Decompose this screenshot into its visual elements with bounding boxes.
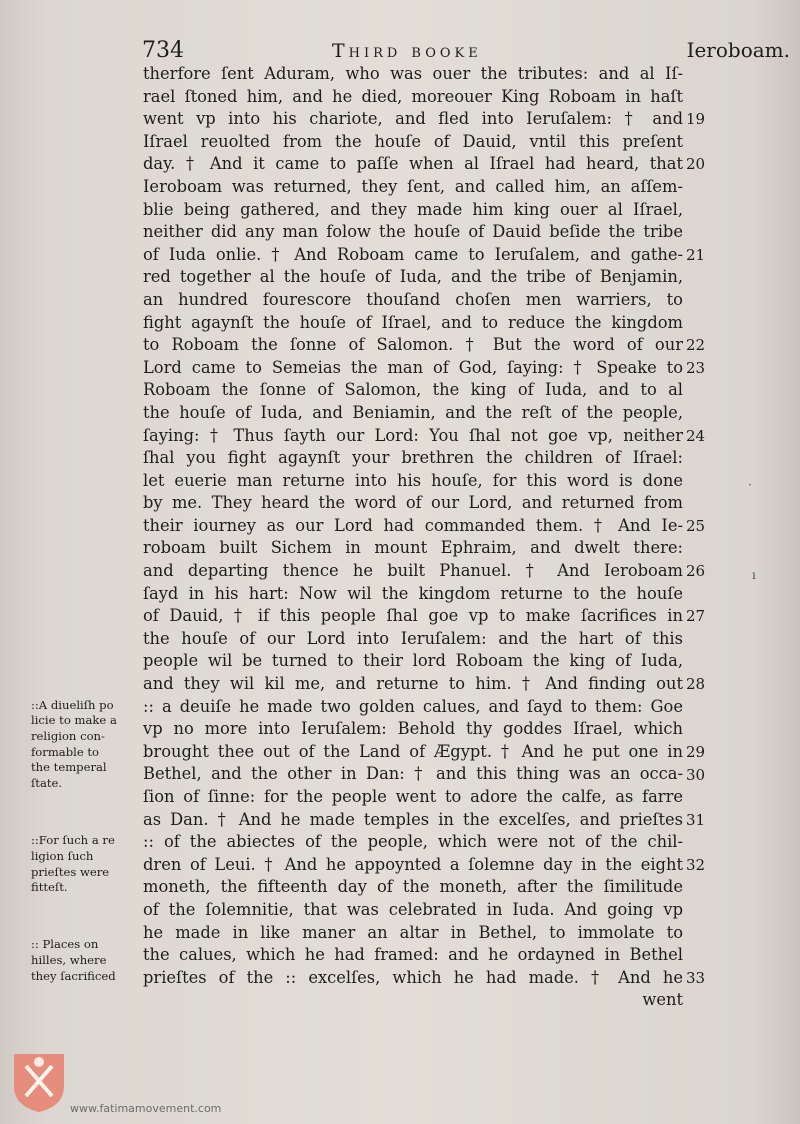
text-line: ſhal you fight agaynſt your brethren the children of Iſrael: <box>143 448 683 468</box>
margin-note-line: hilles, where <box>31 952 107 967</box>
text-line: dren of Leui. † And he appoynted a ſolemne day in the eight <box>143 854 683 874</box>
text-line: their iourney as our Lord had commanded them. † And Ie- <box>143 515 683 535</box>
margin-note-line: ſtate. <box>31 775 63 790</box>
text-line: Iſrael reuolted from the houſe of Dauid, vntil this preſent <box>143 131 683 151</box>
text-line: day. † And it came to paſſe when al Iſrael had heard, that <box>143 154 683 174</box>
text-line: by me. They heard the word of our Lord, and returned from <box>143 493 683 513</box>
margin-note-line: ::For ſuch a re <box>31 833 115 848</box>
verse-number: 23 <box>686 358 706 377</box>
text-line: blie being gathered, and they made him king ouer al Iſrael, <box>143 199 683 219</box>
papal-keys-shield-icon <box>12 1052 66 1114</box>
text-line: roboam built Sichem in mount Ephraim, and dwelt there: <box>143 538 683 558</box>
verse-number: 33 <box>686 969 706 987</box>
text-line: Roboam the ſonne of Salomon, the king of Iuda, and to al <box>143 380 683 400</box>
verse-number: 22 <box>686 336 706 355</box>
margin-note-line: the temperal <box>31 760 107 775</box>
verse-number: 25 <box>686 517 706 535</box>
margin-note-line: ligion ſuch <box>31 848 94 863</box>
text-line: red together al the houſe of Iuda, and the tribe of Benjamin, <box>143 267 683 287</box>
margin-note <box>31 833 141 895</box>
text-line: ſayd in his hart: Now wil the kingdom returne to the houſe <box>143 583 683 603</box>
margin-note-line: formable to <box>31 744 100 759</box>
text-line: the houſe of Iuda, and Beniamin, and the reſt of the people, <box>143 402 683 422</box>
margin-note-line: ::A diueliſh po <box>31 697 114 712</box>
text-line: went <box>642 990 683 1010</box>
text-line: prieſtes of the :: excelſes, which he had made. † And he <box>143 967 683 987</box>
text-line: moneth, the fifteenth day of the moneth, after the ſimilitude <box>143 877 683 897</box>
verse-number: 24 <box>686 426 706 445</box>
website-url[interactable]: www.fatimamovement.com <box>70 1102 222 1115</box>
verse-number: 19 <box>686 110 706 129</box>
text-line: Lord came to Semeias the man of God, ſaying: † Speake to <box>143 357 683 377</box>
verse-number: 21 <box>686 245 706 264</box>
margin-note-line: religion con- <box>31 728 105 743</box>
text-line: the calues, which he had framed: and he ordayned in Bethel <box>143 945 683 965</box>
text-line: vp no more into Ieruſalem: Behold thy goddes Iſrael, which <box>143 719 683 739</box>
text-line: :: of the abiectes of the people, which were not of the chil- <box>143 832 683 852</box>
margin-note-line: they ſacrificed <box>31 968 116 983</box>
text-line: of Dauid, † if this people ſhal goe vp to make ſacrifices in <box>143 606 683 626</box>
text-line: ſaying: † Thus ſayth our Lord: You ſhal not goe vp, neither <box>143 425 683 445</box>
margin-mark: ı <box>752 568 756 582</box>
margin-note-line: licie to make a <box>31 713 117 728</box>
text-line: as Dan. † And he made temples in the excelſes, and prieſtes <box>143 809 683 829</box>
running-head: Third booke <box>332 40 482 62</box>
text-line: Ieroboam was returned, they ſent, and called him, an aſſem- <box>143 176 683 196</box>
text-line: of the ſolemnitie, that was celebrated in Iuda. And going vp <box>143 899 683 919</box>
text-line: an hundred fourescore thouſand choſen men warriers, to <box>143 289 683 309</box>
verse-number: 30 <box>686 765 706 784</box>
verse-number: 31 <box>686 810 706 829</box>
text-line: went vp into his chariote, and fled into Ieruſalem: † and <box>143 109 683 129</box>
body-text <box>143 63 683 1012</box>
verse-number: 28 <box>686 675 706 694</box>
verse-number: 20 <box>686 155 706 174</box>
margin-note-line: prieſtes were <box>31 864 110 879</box>
verse-number: 32 <box>686 856 706 874</box>
text-line: he made in like maner an altar in Bethel, to immolate to <box>143 922 683 942</box>
verse-number: 29 <box>686 743 706 761</box>
text-line: therfore ſent Aduram, who was ouer the tributes: and al Iſ- <box>143 64 683 83</box>
text-line: fight agaynſt the houſe of Iſrael, and to reduce the kingdom <box>143 312 683 332</box>
text-line: the houſe of our Lord into Ieruſalem: and the hart of this <box>143 628 683 648</box>
margin-note <box>31 698 141 792</box>
verse-number: 26 <box>686 562 706 581</box>
margin-note <box>31 937 141 984</box>
text-line: let euerie man returne into his houſe, for this word is done <box>143 470 683 490</box>
page-number: 734 <box>142 38 184 63</box>
text-line: Bethel, and the other in Dan: † and this thing was an occa- <box>143 764 683 784</box>
verse-number: 27 <box>686 607 706 626</box>
text-line: ſion of ſinne: for the people went to adore the calfe, as farre <box>143 787 683 806</box>
running-name: Ieroboam. <box>686 38 790 62</box>
margin-note-line: :: Places on <box>31 937 99 952</box>
text-line: brought thee out of the Land of Ægypt. † And he put one in <box>143 741 683 761</box>
margin-mark: · <box>748 478 752 492</box>
text-line: neither did any man folow the houſe of Dauid beſide the tribe <box>143 222 683 242</box>
text-line: of Iuda onlie. † And Roboam came to Ieruſalem, and gathe- <box>143 244 683 264</box>
text-line: :: a deuiſe he made two golden calues, and ſayd to them: Goe <box>143 696 683 716</box>
text-line: to Roboam the ſonne of Salomon. † But the word of our <box>143 335 683 355</box>
text-line: people wil be turned to their lord Roboam the king of Iuda, <box>143 651 683 671</box>
text-line: rael ſtoned him, and he died, moreouer King Roboam in haſt <box>143 86 683 106</box>
margin-note-line: fitteſt. <box>31 880 68 895</box>
text-line: and departing thence he built Phanuel. † And Ieroboam <box>143 561 683 581</box>
text-line: and they wil kil me, and returne to him. † And finding out <box>143 674 683 694</box>
